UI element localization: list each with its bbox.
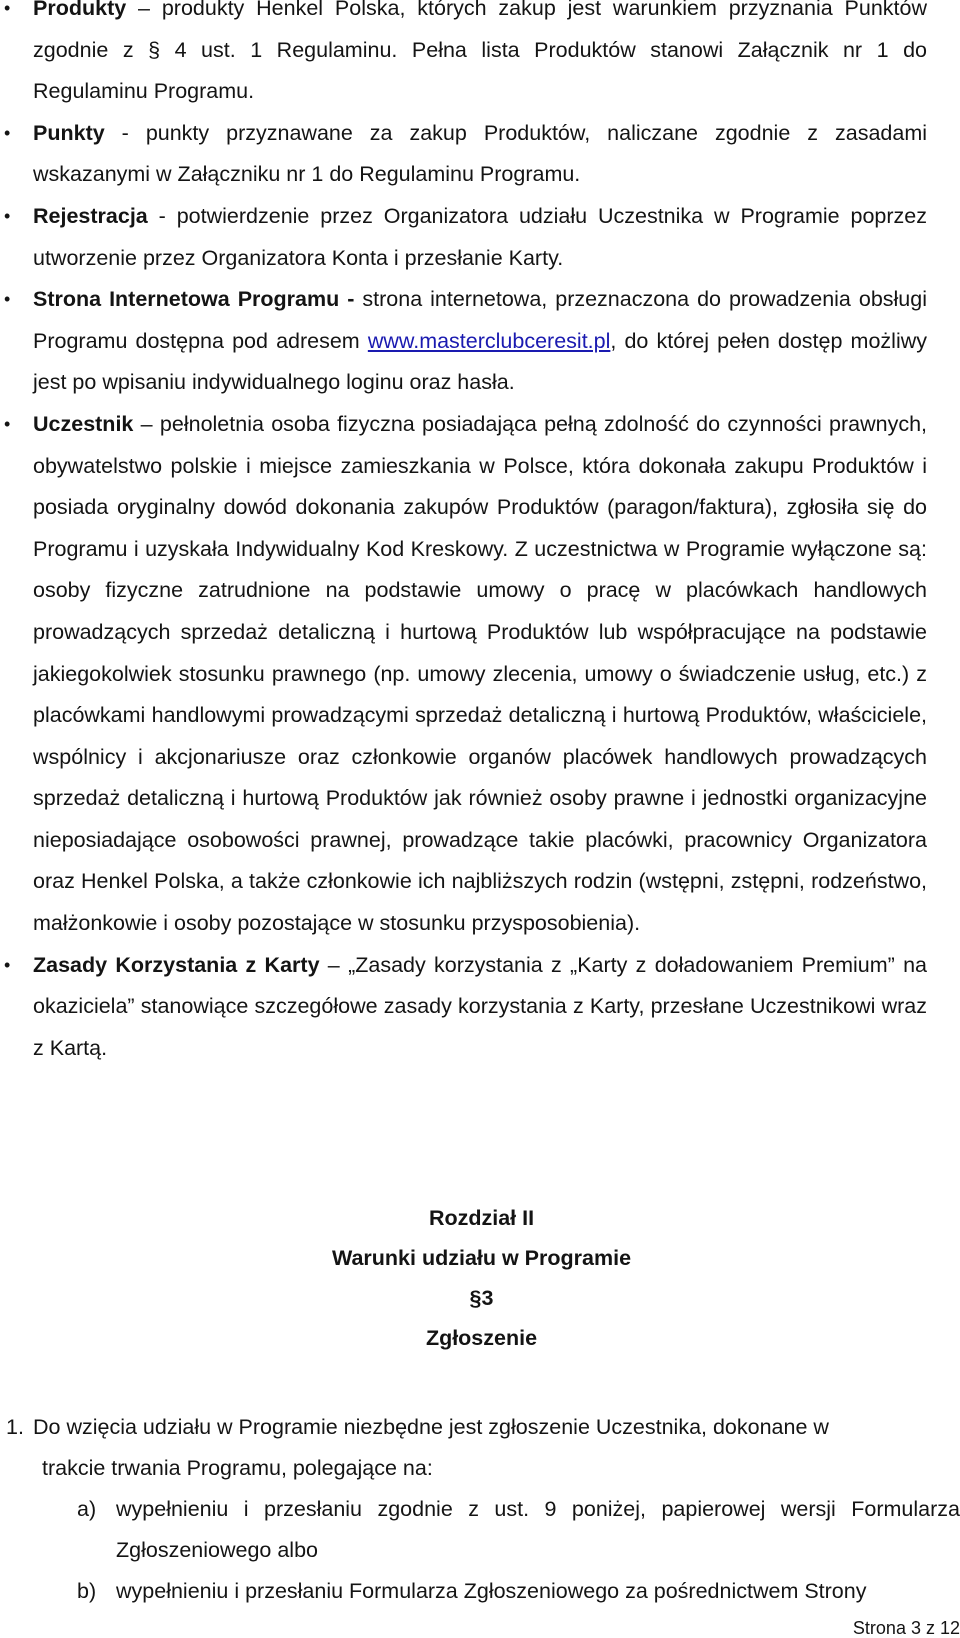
bullet-icon: • <box>4 289 11 310</box>
definition-rejestracja <box>0 196 927 279</box>
sub-item-text: wypełnieniu i przesłaniu Formularza Zgłoszeniowego za pośrednictwem Strony <box>116 1579 867 1603</box>
bullet-icon: • <box>4 0 11 18</box>
chapter-number: Rozdział II <box>428 1206 535 1230</box>
sub-item-label: b) <box>77 1579 97 1603</box>
definition-term: Zasady Korzystania z Karty <box>33 952 320 977</box>
bullet-icon: • <box>4 954 11 975</box>
definition-text-after-link: , do której pełen dostęp możliwy jest po wpisaniu indywidualnego loginu oraz hasła. <box>33 328 927 395</box>
definition-text: pełnoletnia osoba fizyczna posiadająca pełną zdolność do czynności prawnych, obywatelstwo polskie i miejsce zamieszkania w Polsce, która dokonała zakupu Produktów i posiada oryginalny dowód dokonania zakupów Produktów (paragon/faktura), zgłosiła się do Programu i uzyskała Indywidualny Kod Kreskowy. Z uczestnictwa w Programie wyłączone są: osoby fizyczne zatrudnione na podstawie umowy o pracę w placówkach handlowych prowadzących sprzedaż detaliczną i hurtową Produktów lub współpracujące na podstawie jakiegokolwiek stosunku prawnego (np. umowy zlecenia, umowy o świadczenie usług, etc.) z placówkami handlowymi prowadzącymi sprzedaż detaliczną i hurtową Produktów, właściciele, wspólnicy i akcjonariusze oraz członkowie organów placówek handlowych prowadzących sprzedaż detaliczną i hurtową Produktów jak również osoby prawne i jednostki organizacyjne nieposiadające osobowości prawnej, prowadzące takie placówki, pracownicy Organizatora oraz Henkel Polska, a także członkowie ich najbliższych rodzin (wstępni, zstępni, rodzeństwo, małżonkowie i osoby pozostające w stosunku przysposobienia). <box>33 411 927 936</box>
sub-list <box>0 1489 960 1612</box>
definition-separator: – <box>133 411 160 436</box>
definition-separator: - <box>104 120 146 145</box>
program-website-link[interactable]: www.masterclubceresit.pl <box>367 328 611 353</box>
numbered-list <box>0 1407 960 1612</box>
definition-term: Rejestracja <box>33 203 148 228</box>
sub-item-label: a) <box>77 1497 97 1521</box>
definition-uczestnik <box>0 404 927 945</box>
page-number-footer: Strona 3 z 12 <box>852 1618 960 1638</box>
definition-separator: – <box>319 952 349 977</box>
bullet-icon: • <box>4 122 11 143</box>
definition-text: strona internetowa, przeznaczona do prowadzenia obsługi Programu dostępna pod adresem <box>33 287 927 353</box>
definition-text: produkty Henkel Polska, których zakup jest warunkiem przyznania Punktów zgodnie z § 4 ust. 1 Regulaminu. Pełna lista Produktów stanowi Załącznik nr 1 do Regulaminu Programu. <box>33 0 927 104</box>
bullet-icon: • <box>4 413 11 434</box>
sub-item-b <box>0 1571 960 1612</box>
numbered-item-1 <box>0 1407 960 1489</box>
sub-item-text: wypełnieniu i przesłaniu zgodnie z ust. 9 poniżej, papierowej wersji Formularza Zgłoszeniowego albo <box>116 1497 960 1562</box>
numbered-item-line-1: Do wzięcia udziału w Programie niezbędne jest zgłoszenie Uczestnika, dokonane w <box>33 1415 829 1439</box>
definition-separator: - <box>147 203 177 228</box>
definition-separator: – <box>126 0 162 20</box>
paragraph-number: §3 <box>469 1286 494 1310</box>
definition-term: Punkty <box>33 120 105 145</box>
definition-term: Uczestnik <box>33 411 134 436</box>
bullet-icon: • <box>4 205 11 226</box>
definition-punkty <box>0 113 927 196</box>
paragraph-title: Zgłoszenie <box>425 1326 538 1350</box>
definition-text: punkty przyznawane za zakup Produktów, naliczane zgodnie z zasadami wskazanymi w Załączniku nr 1 do Regulaminu Programu. <box>33 120 928 187</box>
definition-zasady-korzystania <box>0 945 927 1070</box>
definition-text: potwierdzenie przez Organizatora udziału Uczestnika w Programie poprzez utworzenie przez Organizatora Konta i przesłanie Karty. <box>33 203 928 270</box>
definition-produkty <box>0 0 927 113</box>
definition-term: Produkty <box>33 0 127 20</box>
definition-strona-internetowa <box>0 279 927 404</box>
chapter-title: Warunki udziału w Programie <box>331 1246 632 1270</box>
sub-item-a <box>0 1489 960 1571</box>
definition-term: Strona Internetowa Programu - <box>33 287 355 312</box>
numbered-item-label: 1. <box>6 1415 24 1439</box>
chapter-heading-block <box>0 1198 960 1358</box>
numbered-item-line-2: trakcie trwania Programu, polegające na: <box>42 1456 433 1480</box>
definition-text: „Zasady korzystania z „Karty z doładowaniem Premium” na okaziciela” stanowiące szczegółowe zasady korzystania z Karty, przesłane Uczestnikowi wraz z Kartą. <box>33 952 928 1060</box>
